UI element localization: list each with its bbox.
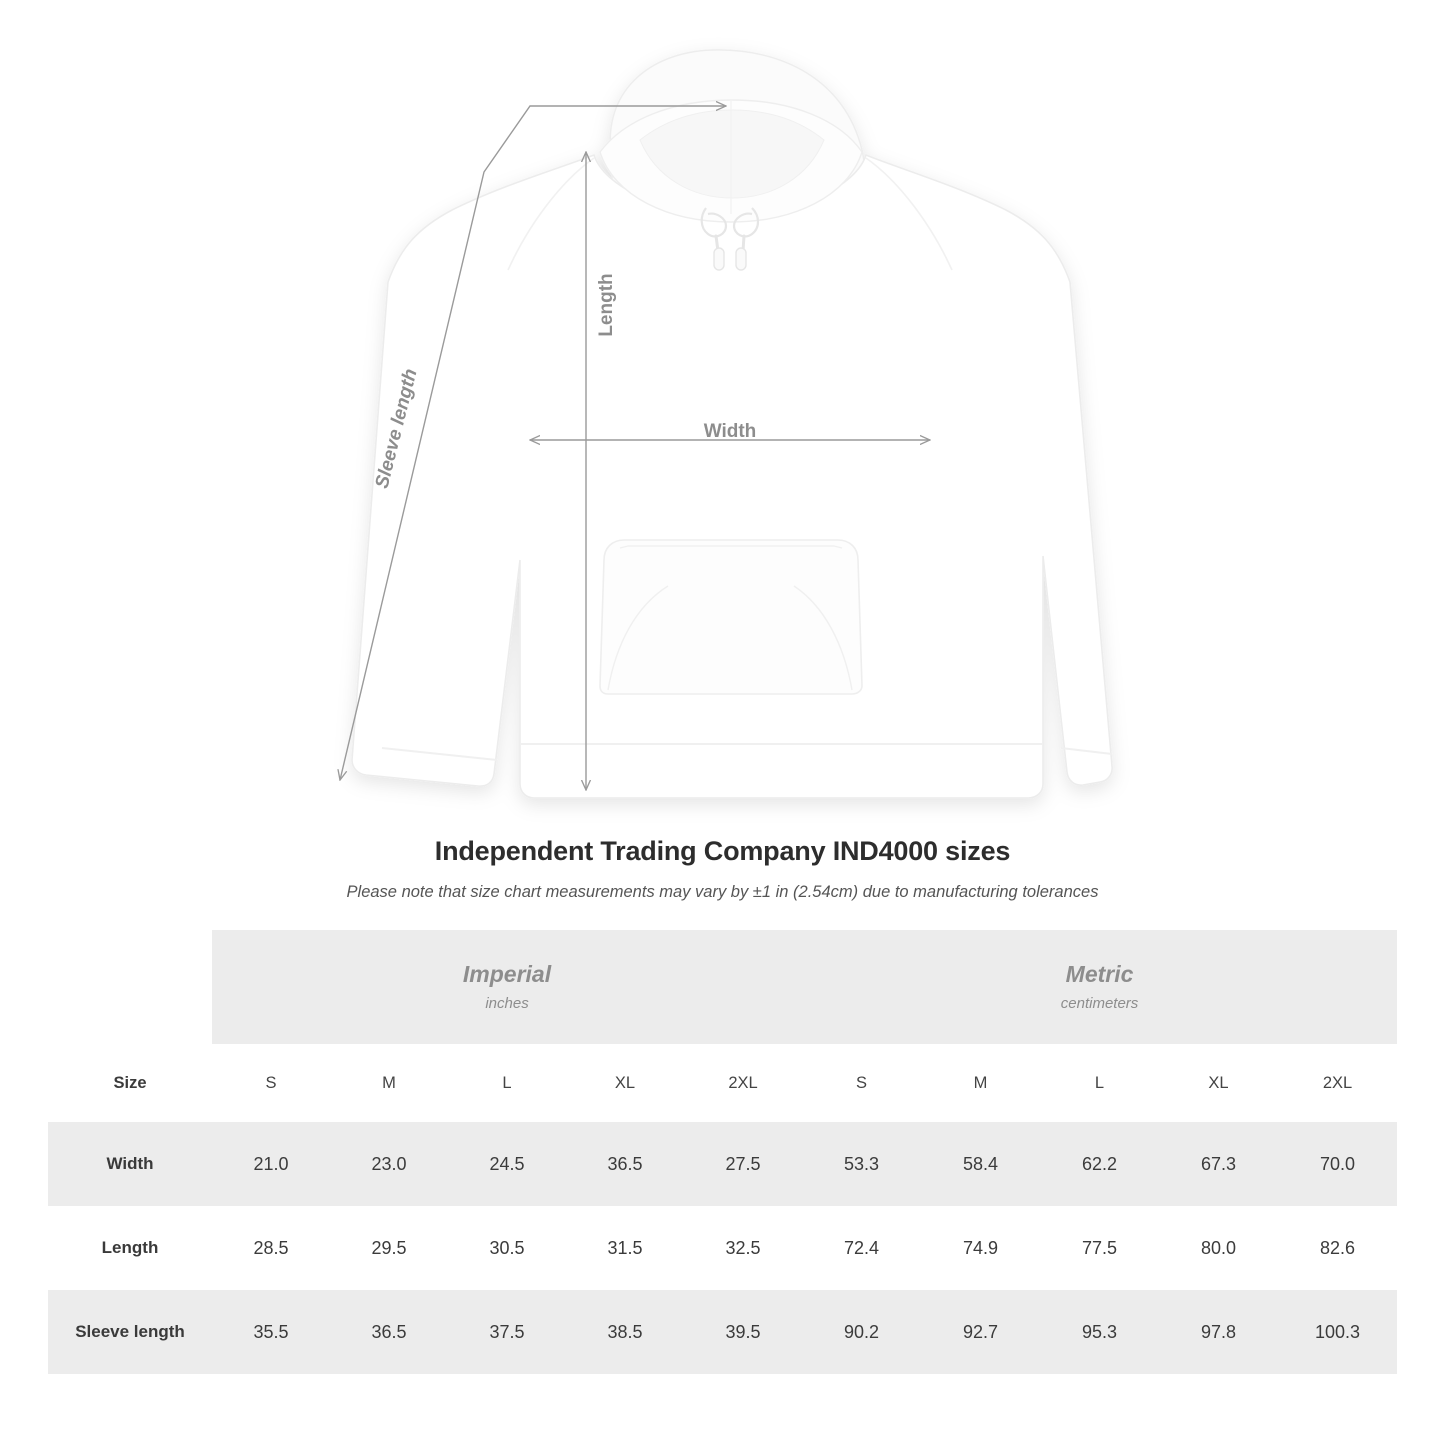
label-length: Length: [596, 273, 617, 337]
cell-length-imperial-m: 29.5: [330, 1206, 448, 1290]
cell-width-metric-m: 58.4: [921, 1122, 1040, 1206]
cell-sleeve-imperial-s: 35.5: [212, 1290, 330, 1374]
size-table-wrap: [48, 930, 1397, 1374]
cell-length-imperial-s: 28.5: [212, 1206, 330, 1290]
table-row-sleeve-length: [48, 1290, 1397, 1374]
unit-metric-name: Metric: [1065, 960, 1134, 987]
cell-sleeve-imperial-2xl: 39.5: [684, 1290, 802, 1374]
cell-width-imperial-s: 21.0: [212, 1122, 330, 1206]
cell-width-metric-s: 53.3: [802, 1122, 921, 1206]
size-col-metric-l: L: [1040, 1044, 1159, 1122]
page-title: Independent Trading Company IND4000 sizes: [434, 836, 1011, 866]
cell-width-metric-2xl: 70.0: [1278, 1122, 1397, 1206]
size-col-imperial-l: L: [448, 1044, 566, 1122]
size-col-imperial-2xl: 2XL: [684, 1044, 802, 1122]
cell-length-metric-m: 74.9: [921, 1206, 1040, 1290]
size-table: [48, 930, 1397, 1374]
cell-sleeve-metric-2xl: 100.3: [1278, 1290, 1397, 1374]
cell-width-imperial-l: 24.5: [448, 1122, 566, 1206]
cell-sleeve-metric-xl: 97.8: [1159, 1290, 1278, 1374]
cell-sleeve-imperial-l: 37.5: [448, 1290, 566, 1374]
size-label: Size: [48, 1044, 212, 1122]
size-header-row: [48, 1044, 1397, 1122]
cell-length-metric-xl: 80.0: [1159, 1206, 1278, 1290]
cell-sleeve-imperial-m: 36.5: [330, 1290, 448, 1374]
table-row-length: [48, 1206, 1397, 1290]
cell-width-metric-l: 62.2: [1040, 1122, 1159, 1206]
label-sleeve-length: Sleeve length: [371, 366, 422, 491]
table-row-width: [48, 1122, 1397, 1206]
size-col-imperial-xl: XL: [566, 1044, 684, 1122]
size-col-metric-s: S: [802, 1044, 921, 1122]
size-col-metric-m: M: [921, 1044, 1040, 1122]
cell-width-imperial-xl: 36.5: [566, 1122, 684, 1206]
cell-sleeve-metric-m: 92.7: [921, 1290, 1040, 1374]
unit-header-row: [48, 930, 1397, 1044]
size-col-imperial-s: S: [212, 1044, 330, 1122]
cell-length-imperial-2xl: 32.5: [684, 1206, 802, 1290]
cell-sleeve-metric-l: 95.3: [1040, 1290, 1159, 1374]
unit-metric-sub: centimeters: [1060, 995, 1139, 1013]
title-block: [0, 836, 1445, 902]
cell-length-imperial-l: 30.5: [448, 1206, 566, 1290]
label-width: Width: [703, 421, 757, 442]
unit-group-imperial: [212, 930, 802, 1044]
cell-length-metric-l: 77.5: [1040, 1206, 1159, 1290]
cell-length-metric-s: 72.4: [802, 1206, 921, 1290]
row-label-sleeve-length: Sleeve length: [48, 1290, 212, 1374]
unit-imperial-sub: inches: [485, 995, 529, 1013]
cell-length-imperial-xl: 31.5: [566, 1206, 684, 1290]
size-col-metric-xl: XL: [1159, 1044, 1278, 1122]
cell-sleeve-imperial-xl: 38.5: [566, 1290, 684, 1374]
table-corner: [48, 930, 212, 1044]
cell-width-imperial-2xl: 27.5: [684, 1122, 802, 1206]
cell-width-imperial-m: 23.0: [330, 1122, 448, 1206]
cell-length-metric-2xl: 82.6: [1278, 1206, 1397, 1290]
cell-sleeve-metric-s: 90.2: [802, 1290, 921, 1374]
cell-width-metric-xl: 67.3: [1159, 1122, 1278, 1206]
row-label-width: Width: [48, 1122, 212, 1206]
size-col-imperial-m: M: [330, 1044, 448, 1122]
size-col-metric-2xl: 2XL: [1278, 1044, 1397, 1122]
unit-group-metric: [802, 930, 1397, 1044]
tolerance-note: Please note that size chart measurements may vary by ±1 in (2.54cm) due to manufacturing tolerances: [346, 883, 1099, 901]
unit-imperial-name: Imperial: [462, 960, 552, 987]
row-label-length: Length: [48, 1206, 212, 1290]
